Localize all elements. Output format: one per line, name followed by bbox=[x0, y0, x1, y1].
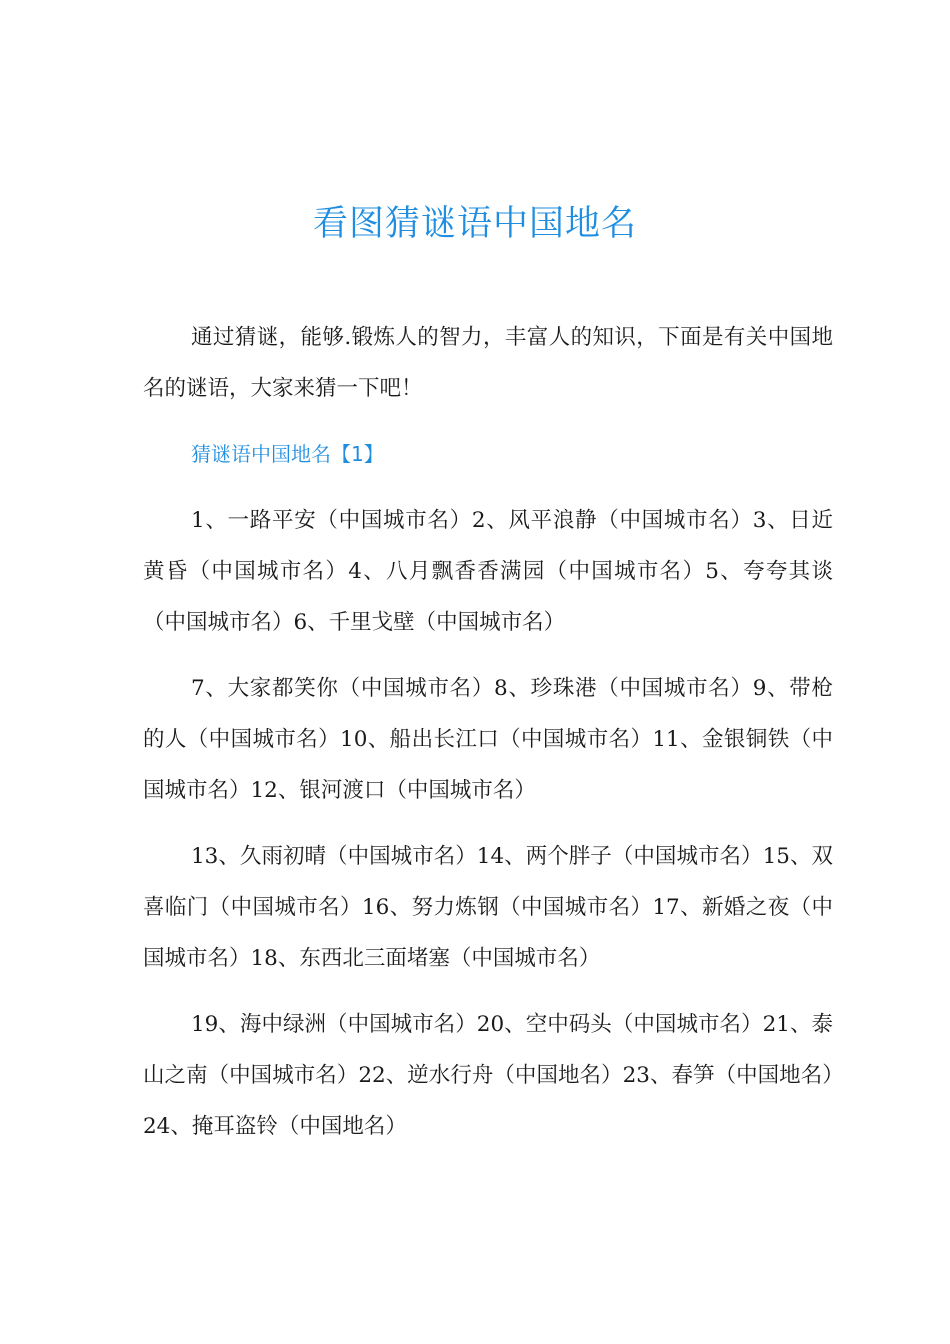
riddle-paragraph-4: 19、海中绿洲（中国城市名）20、空中码头（中国城市名）21、泰山之南（中国城市名）22、逆水行舟（中国地名）23、春笋（中国地名）24、掩耳盗铃（中国地名） bbox=[143, 1012, 833, 1139]
intro-paragraph: 通过猜谜，能够.锻炼人的智力，丰富人的知识，下面是有关中国地名的谜语，大家来猜一下吧！ bbox=[143, 325, 833, 401]
page-title: 看图猜谜语中国地名 bbox=[312, 204, 637, 244]
riddle-paragraph-2: 7、大家都笑你（中国城市名）8、珍珠港（中国城市名）9、带枪的人（中国城市名）10、船出长江口（中国城市名）11、金银铜铁（中国城市名）12、银河渡口（中国城市名） bbox=[143, 676, 833, 803]
section-heading: 猜谜语中国地名【1】 bbox=[191, 442, 384, 466]
riddle-paragraph-1: 1、一路平安（中国城市名）2、风平浪静（中国城市名）3、日近黄昏（中国城市名）4、八月飘香香满园（中国城市名）5、夸夸其谈（中国城市名）6、千里戈壁（中国城市名） bbox=[143, 508, 833, 635]
riddle-paragraph-3: 13、久雨初晴（中国城市名）14、两个胖子（中国城市名）15、双喜临门（中国城市名）16、努力炼钢（中国城市名）17、新婚之夜（中国城市名）18、东西北三面堵塞（中国城市名） bbox=[143, 844, 833, 971]
document-body bbox=[143, 312, 833, 1152]
